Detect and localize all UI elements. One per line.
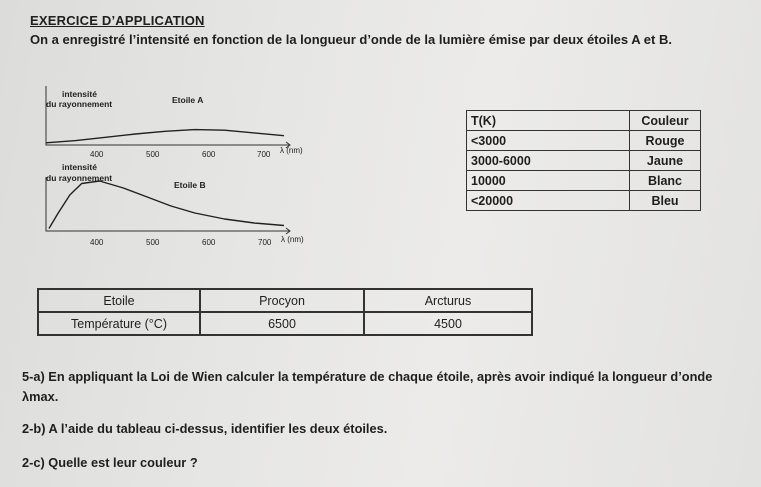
table-cell: Température (°C) — [38, 312, 200, 335]
chart-a-tick: 500 — [146, 150, 160, 159]
chart-b-xlabel: λ (nm) — [281, 235, 304, 244]
chart-a-tick: 400 — [90, 150, 104, 159]
table-cell: <20000 — [467, 191, 630, 211]
chart-b-plot — [46, 177, 290, 234]
chart-b-tick: 700 — [258, 238, 272, 247]
question-2c: 2-c) Quelle est leur couleur ? — [22, 455, 198, 470]
table-row — [38, 289, 532, 312]
exercise-title: EXERCICE D’APPLICATION — [30, 13, 205, 28]
table-row — [467, 151, 701, 171]
color-table-header-cell: Couleur — [630, 111, 701, 131]
star-table — [37, 288, 533, 336]
spectrum-line — [49, 181, 284, 229]
question-2b: 2-b) A l’aide du tableau ci-dessus, identifier les deux étoiles. — [22, 421, 388, 436]
chart-b-title: Etoile B — [174, 180, 206, 190]
chart-b-tick: 400 — [90, 238, 104, 247]
table-cell: <3000 — [467, 131, 630, 151]
chart-a-title: Etoile A — [172, 95, 204, 105]
chart-b-tick: 600 — [202, 238, 216, 247]
chart-b-ylabel-1: intensité — [62, 162, 97, 172]
color-table-header — [467, 111, 701, 131]
table-cell: Bleu — [630, 191, 701, 211]
spectrum-line — [46, 130, 284, 143]
chart-a-xlabel: λ (nm) — [280, 146, 303, 155]
chart-a-tick: 600 — [202, 150, 216, 159]
table-cell: Blanc — [630, 171, 701, 191]
intro-text: On a enregistré l’intensité en fonction de la longueur d’onde de la lumière émise par deux étoiles A et B. — [30, 32, 672, 47]
table-cell: 10000 — [467, 171, 630, 191]
table-row — [467, 131, 701, 151]
question-5a-cont: λmax. — [22, 389, 59, 404]
color-table — [466, 110, 701, 211]
table-cell: Rouge — [630, 131, 701, 151]
table-cell: 4500 — [364, 312, 532, 335]
table-row — [38, 312, 532, 335]
table-cell: Etoile — [38, 289, 200, 312]
table-cell: 3000-6000 — [467, 151, 630, 171]
question-5a: 5-a) En appliquant la Loi de Wien calculer la température de chaque étoile, après avoir indiqué la longueur d’onde — [22, 369, 713, 384]
chart-a-ylabel-1: intensité — [62, 89, 97, 99]
chart-a-ylabel-2: du rayonnement — [46, 99, 113, 109]
chart-b-ylabel-2: du rayonnement — [46, 173, 113, 183]
table-cell: Jaune — [630, 151, 701, 171]
table-cell: Procyon — [200, 289, 364, 312]
table-cell: Arcturus — [364, 289, 532, 312]
table-cell: 6500 — [200, 312, 364, 335]
chart-a-plot — [46, 86, 290, 148]
color-table-header-cell: T(K) — [467, 111, 630, 131]
table-row — [467, 171, 701, 191]
chart-axes — [46, 86, 290, 145]
chart-a-tick: 700 — [257, 150, 271, 159]
chart-b-tick: 500 — [146, 238, 160, 247]
table-row — [467, 191, 701, 211]
